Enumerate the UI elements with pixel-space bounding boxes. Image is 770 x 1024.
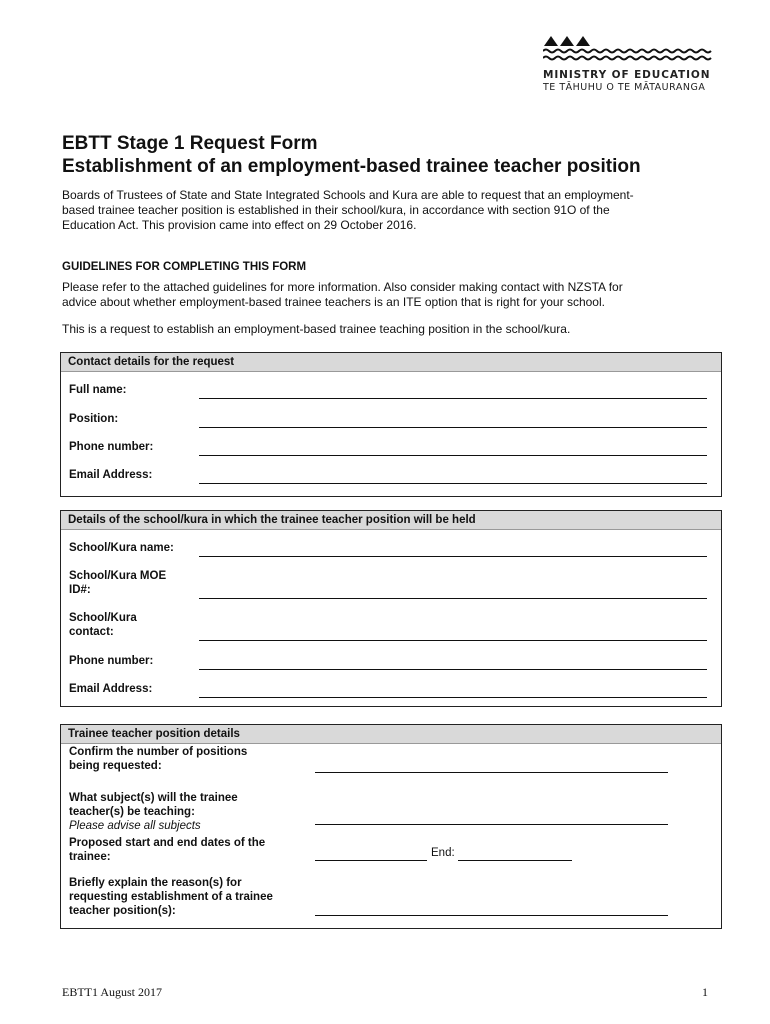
school-details-section (60, 510, 722, 707)
intro-line-1: Boards of Trustees of State and State Integrated Schools and Kura are able to request that an employment- (62, 188, 634, 202)
positions-count-label-line-2: being requested: (69, 760, 162, 772)
email-field[interactable] (199, 483, 707, 484)
positions-count-label (69, 745, 247, 773)
start-date-field[interactable] (315, 860, 427, 861)
moe-id-label (69, 569, 166, 597)
ministry-logo (543, 34, 713, 93)
end-date-field[interactable] (458, 860, 572, 861)
page-title (62, 132, 742, 178)
footer-document-id: EBTT1 August 2017 (62, 985, 163, 999)
contact-section-header: Contact details for the request (61, 353, 721, 372)
dates-label-line-2: trainee: (69, 851, 111, 863)
school-contact-label-line-2: contact: (69, 626, 114, 638)
phone-field[interactable] (199, 455, 707, 456)
guidelines-heading: GUIDELINES FOR COMPLETING THIS FORM (62, 261, 307, 273)
school-section-header: Details of the school/kura in which the trainee teacher position will be held (61, 511, 721, 530)
mountains-waves-logo-icon (543, 34, 713, 66)
subjects-label-line-2: teacher(s) be teaching: (69, 806, 195, 818)
footer-page-number: 1 (702, 985, 708, 999)
phone-label: Phone number: (69, 441, 154, 453)
position-label: Position: (69, 413, 119, 425)
subjects-label-line-1: What subject(s) will the trainee (69, 792, 238, 804)
positions-count-field[interactable] (315, 772, 668, 773)
subjects-note: Please advise all subjects (69, 820, 201, 832)
position-field[interactable] (199, 427, 707, 428)
subjects-field[interactable] (315, 824, 668, 825)
reason-label-line-1: Briefly explain the reason(s) for (69, 877, 242, 889)
logo-name-english: MINISTRY OF EDUCATION (543, 69, 711, 81)
school-name-field[interactable] (199, 556, 707, 557)
school-name-label: School/Kura name: (69, 542, 174, 554)
school-phone-label: Phone number: (69, 655, 154, 667)
intro-line-2: based trainee teacher position is established in their school/kura, in accordance with section 91O of the (62, 203, 610, 217)
school-email-field[interactable] (199, 697, 707, 698)
title-line-2: Establishment of an employment-based trainee teacher position (62, 156, 641, 177)
school-contact-label (69, 611, 137, 639)
end-date-label: End: (431, 847, 455, 859)
logo-name-maori: TE TĀHUHU O TE MĀTAURANGA (543, 82, 706, 93)
school-contact-label-line-1: School/Kura (69, 612, 137, 624)
request-statement: This is a request to establish an employment-based trainee teaching position in the school/kura. (62, 322, 571, 336)
guidelines-line-1: Please refer to the attached guidelines for more information. Also consider making contact with NZSTA for (62, 280, 623, 294)
dates-label (69, 836, 265, 864)
guidelines-paragraph (62, 280, 712, 310)
school-phone-field[interactable] (199, 669, 707, 670)
trainee-details-section (60, 724, 722, 929)
full-name-label: Full name: (69, 384, 127, 396)
reason-label-line-2: requesting establishment of a trainee (69, 891, 273, 903)
full-name-field[interactable] (199, 398, 707, 399)
moe-id-label-line-2: ID#: (69, 584, 91, 596)
guidelines-line-2: advice about whether employment-based trainee teachers is an ITE option that is right for your school. (62, 295, 605, 309)
school-contact-field[interactable] (199, 640, 707, 641)
moe-id-field[interactable] (199, 598, 707, 599)
intro-paragraph (62, 188, 712, 233)
moe-id-label-line-1: School/Kura MOE (69, 570, 167, 582)
school-email-label: Email Address: (69, 683, 153, 695)
positions-count-label-line-1: Confirm the number of positions (69, 746, 248, 758)
subjects-label (69, 791, 238, 833)
reason-field[interactable] (315, 915, 668, 916)
contact-details-section (60, 352, 722, 497)
title-line-1: EBTT Stage 1 Request Form (62, 133, 318, 154)
reason-label-line-3: teacher position(s): (69, 905, 176, 917)
reason-label (69, 876, 273, 918)
trainee-section-header: Trainee teacher position details (61, 725, 721, 744)
intro-line-3: Education Act. This provision came into effect on 29 October 2016. (62, 218, 417, 232)
dates-label-line-1: Proposed start and end dates of the (69, 837, 266, 849)
email-label: Email Address: (69, 469, 153, 481)
